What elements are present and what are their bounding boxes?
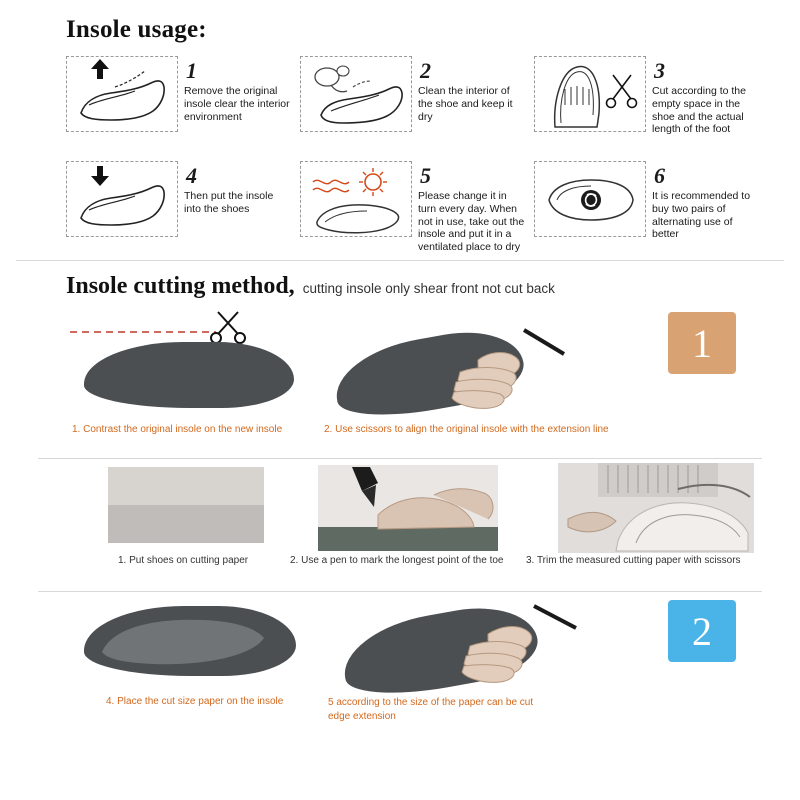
pen-marking-toe-photo bbox=[318, 465, 498, 551]
usage-step-2 bbox=[300, 52, 526, 149]
cutting-row3-caption-1: 4. Place the cut size paper on the insole bbox=[106, 696, 284, 707]
cutting-row2-caption-2: 2. Use a pen to mark the longest point of the toe bbox=[290, 555, 504, 566]
usage-step-text: Please change it in turn every day. When not in use, take out the insole and put it in a ventilated place to dry bbox=[418, 190, 525, 254]
step-badge-2: 2 bbox=[668, 600, 736, 662]
cutting-row3-caption-2: 5 according to the size of the paper can be cut edge extension bbox=[328, 697, 534, 722]
usage-step-number: 3 bbox=[654, 58, 665, 83]
insole-cutting-section bbox=[0, 261, 800, 724]
cutting-row2-caption-1: 1. Put shoes on cutting paper bbox=[118, 555, 249, 566]
usage-step-number: 2 bbox=[420, 58, 431, 83]
foot-on-paper-photo bbox=[108, 467, 264, 543]
cutting-row-3 bbox=[66, 592, 758, 724]
usage-step-text: Remove the original insole clear the interior environment bbox=[184, 85, 290, 123]
usage-step-5 bbox=[300, 157, 526, 254]
usage-step-1 bbox=[66, 52, 292, 149]
trim-paper-scissors-photo bbox=[558, 463, 754, 553]
cutting-row1-caption-1: 1. Contrast the original insole on the new insole bbox=[72, 424, 283, 435]
cutting-subtitle: cutting insole only shear front not cut back bbox=[302, 281, 555, 296]
usage-step-number: 4 bbox=[186, 163, 197, 188]
insole-sun-dry-icon bbox=[300, 161, 412, 237]
cutting-title: Insole cutting method, bbox=[66, 273, 295, 299]
usage-step-6 bbox=[534, 157, 760, 254]
insole-rotate-icon bbox=[534, 161, 646, 237]
cutting-row-1 bbox=[66, 302, 758, 452]
usage-step-4 bbox=[66, 157, 292, 254]
usage-title: Insole usage: bbox=[66, 16, 207, 43]
usage-step-text: Cut according to the empty space in the shoe and the actual length of the foot bbox=[652, 85, 746, 136]
paper-on-insole-icon bbox=[84, 606, 304, 680]
usage-step-text: Clean the interior of the shoe and keep it dry bbox=[418, 85, 513, 123]
usage-step-3 bbox=[534, 52, 760, 149]
step-badge-1: 1 bbox=[668, 312, 736, 374]
usage-step-number: 1 bbox=[186, 58, 197, 83]
usage-steps-grid bbox=[66, 52, 760, 254]
cutting-row1-caption-2: 2. Use scissors to align the original insole with the extension line bbox=[324, 424, 609, 435]
cutting-header bbox=[66, 273, 778, 300]
shoe-cleaning-icon bbox=[300, 56, 412, 132]
cutting-row-2 bbox=[66, 459, 758, 585]
insole-scissors-icon bbox=[534, 56, 646, 132]
cutting-row2-caption-3: 3. Trim the measured cutting paper with scissors bbox=[526, 555, 741, 566]
usage-step-text: Then put the insole into the shoes bbox=[184, 190, 274, 215]
insole-outline-icon bbox=[84, 342, 294, 408]
usage-step-number: 6 bbox=[654, 163, 665, 188]
insole-usage-section bbox=[0, 0, 800, 254]
usage-step-text: It is recommended to buy two pairs of alternating use of better bbox=[652, 190, 751, 241]
cut-edge-extension-icon bbox=[336, 596, 586, 696]
footer-space bbox=[0, 724, 800, 732]
usage-step-number: 5 bbox=[420, 163, 431, 188]
hand-holding-insole-icon bbox=[328, 320, 568, 420]
cut-line-scissors-icon bbox=[66, 304, 266, 344]
shoe-insert-insole-icon bbox=[66, 161, 178, 237]
shoe-remove-insole-icon bbox=[66, 56, 178, 132]
